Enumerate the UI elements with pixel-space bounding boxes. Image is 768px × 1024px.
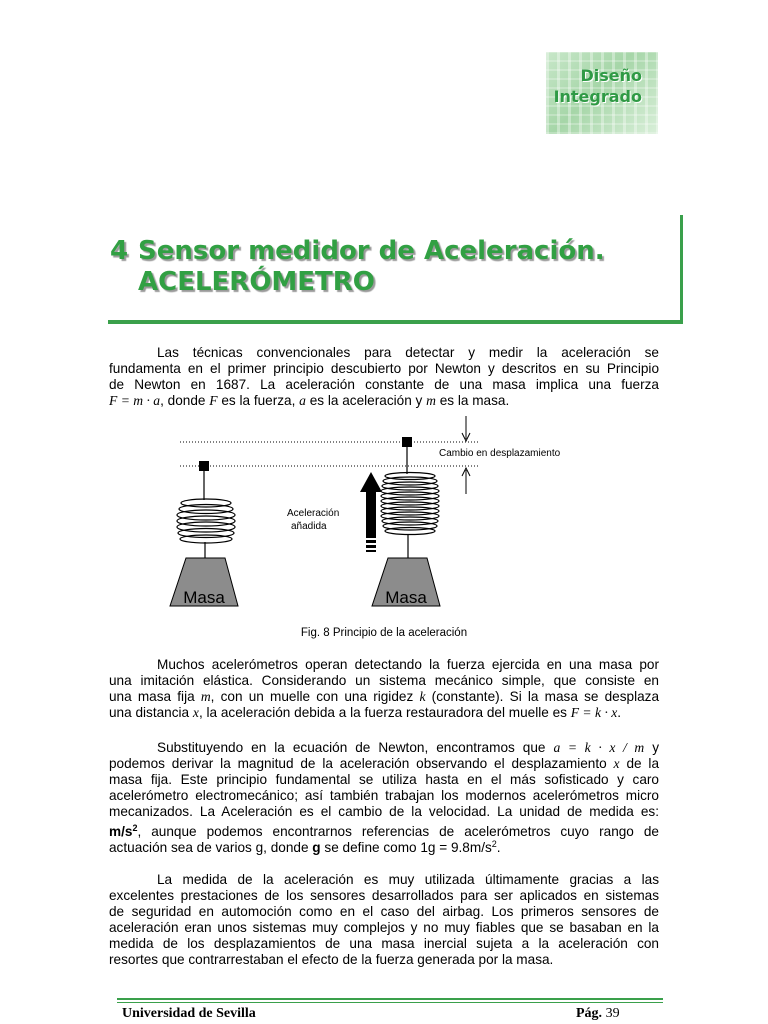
para2-text: una masa fija: [109, 689, 195, 704]
para2-text: (constante). Si la masa se desplaza: [431, 689, 660, 704]
para2-text: una distancia: [109, 705, 190, 720]
para1-line-3: de Newton en 1687. La aceleración constante de una masa implica una fuerza: [109, 377, 659, 392]
para2-line-1: Muchos acelerómetros operan detectando la fuerza ejercida en una masa por: [157, 657, 659, 672]
para4-line-2: excelentes prestaciones de los sensores desarrollados para ser aplicados en sistemas: [109, 888, 659, 903]
acceleration-arrow-icon: [360, 472, 382, 552]
figure-caption: Fig. 8 Principio de la aceleración: [300, 627, 468, 639]
right-spring-icon: [381, 473, 439, 535]
para2-text: , la aceleración debida a la fuerza restauradora del muelle es: [198, 705, 567, 720]
formula-spring: F = k · x: [570, 705, 618, 720]
var-k: k: [419, 689, 426, 704]
para3-line-5: mecanizados. La Aceleración es el cambio de la velocidad. La unidad de medida es:: [109, 804, 659, 819]
right-mass-label: Masa: [385, 588, 427, 607]
paragraph-1: [109, 345, 659, 409]
para3-text: , aunque podemos encontrarnos referencias de acelerómetros cuyo rango de: [137, 824, 659, 839]
chapter-title-line-1: Sensor medidor de Aceleración.: [138, 236, 605, 266]
heading-frame-bottom: [108, 320, 683, 324]
left-spring-icon: [177, 499, 235, 543]
page-number: 39: [605, 1006, 620, 1021]
logo-line-2: Integrado: [553, 87, 642, 106]
unit-ms2: m/s: [109, 824, 133, 839]
para3-text: actuación sea de varios g, donde: [109, 840, 309, 855]
symbol-g: g: [312, 840, 321, 855]
para4-line-6: resortes que contrarrestaban el efecto de la fuerza generada por la masa.: [109, 952, 554, 967]
formula-newton: F = m · a: [109, 393, 161, 408]
para3-line-3: masa fija. Este principio fundamental se utiliza hasta en el más sofisticado y caro: [109, 772, 659, 787]
var-x: x: [613, 756, 620, 771]
gravity-superscript: 2: [491, 839, 497, 849]
para3-line-4: acelerómetro electromecánico; así también trabajan los modernos acelerómetros micro: [109, 788, 659, 803]
logo-line-1: Diseño: [580, 66, 642, 85]
para1-text: , donde: [160, 393, 206, 408]
var-F: F: [209, 393, 218, 408]
footer-rule-1: [117, 998, 663, 1000]
paragraph-2: [109, 657, 659, 721]
para3-text: de la: [626, 756, 660, 771]
unit-superscript: 2: [132, 823, 138, 833]
para1-line-2: fundamenta en el primer principio descubierto por Newton y descritos en su Principio: [109, 361, 659, 376]
left-mass-label: Masa: [183, 588, 225, 607]
para4-line-3: de seguridad en automoción como en el caso del airbag. Los primeros sensores de: [109, 904, 659, 919]
para4-line-1: La medida de la aceleración es muy utilizada últimamente gracias a las: [157, 872, 659, 887]
chapter-title-line-2: ACELERÓMETRO: [138, 267, 375, 297]
footer-rule-2: [117, 1002, 663, 1003]
label-accel-1: Aceleración: [287, 508, 340, 519]
label-accel-2: añadida: [291, 521, 327, 532]
para3-text: podemos derivar la magnitud de la aceleración observando el desplazamiento: [109, 756, 607, 771]
para2-text: .: [617, 705, 622, 720]
footer-university: Universidad de Sevilla: [122, 1006, 256, 1021]
formula-acceleration: a = k · x / m: [553, 740, 645, 755]
label-displacement: Cambio en desplazamiento: [439, 448, 561, 459]
acceleration-figure: [0, 410, 768, 620]
para1-text: es la masa.: [439, 393, 510, 408]
var-m: m: [426, 393, 436, 408]
paragraph-4: [109, 872, 659, 968]
para3-text: Substituyendo en la ecuación de Newton, encontramos que: [157, 740, 546, 755]
para2-text: , con un muelle con una rigidez: [210, 689, 414, 704]
para3-text: y: [652, 740, 660, 755]
para1-text: es la fuerza,: [221, 393, 296, 408]
para1-text: es la aceleración y: [309, 393, 423, 408]
var-x: x: [192, 705, 199, 720]
para2-line-2: una imitación elástica. Considerando un sistema mecánico simple, que consiste en: [109, 673, 659, 688]
paragraph-3: [109, 740, 660, 855]
para4-line-5: medida de los desplazamientos de una masa inercial sujeta a la aceleración con: [109, 936, 659, 951]
heading-frame-right: [680, 215, 683, 323]
var-m: m: [200, 689, 211, 704]
para4-line-4: aceleración eran unos sistemas muy complejos y no muy fiables que se basaban en la: [109, 920, 659, 935]
page-label: Pág.: [576, 1006, 603, 1021]
var-a: a: [299, 393, 306, 408]
right-top-block: [402, 437, 412, 447]
para1-line-1: Las técnicas convencionales para detectar y medir la aceleración se: [157, 345, 659, 360]
para3-text: se define como 1g = 9.8m/s: [324, 840, 492, 855]
para3-text: .: [496, 840, 501, 855]
footer-page: [576, 1006, 620, 1022]
chapter-number: 4: [110, 236, 129, 266]
logo-diseno-integrado: [546, 52, 658, 134]
left-top-block: [199, 461, 209, 471]
